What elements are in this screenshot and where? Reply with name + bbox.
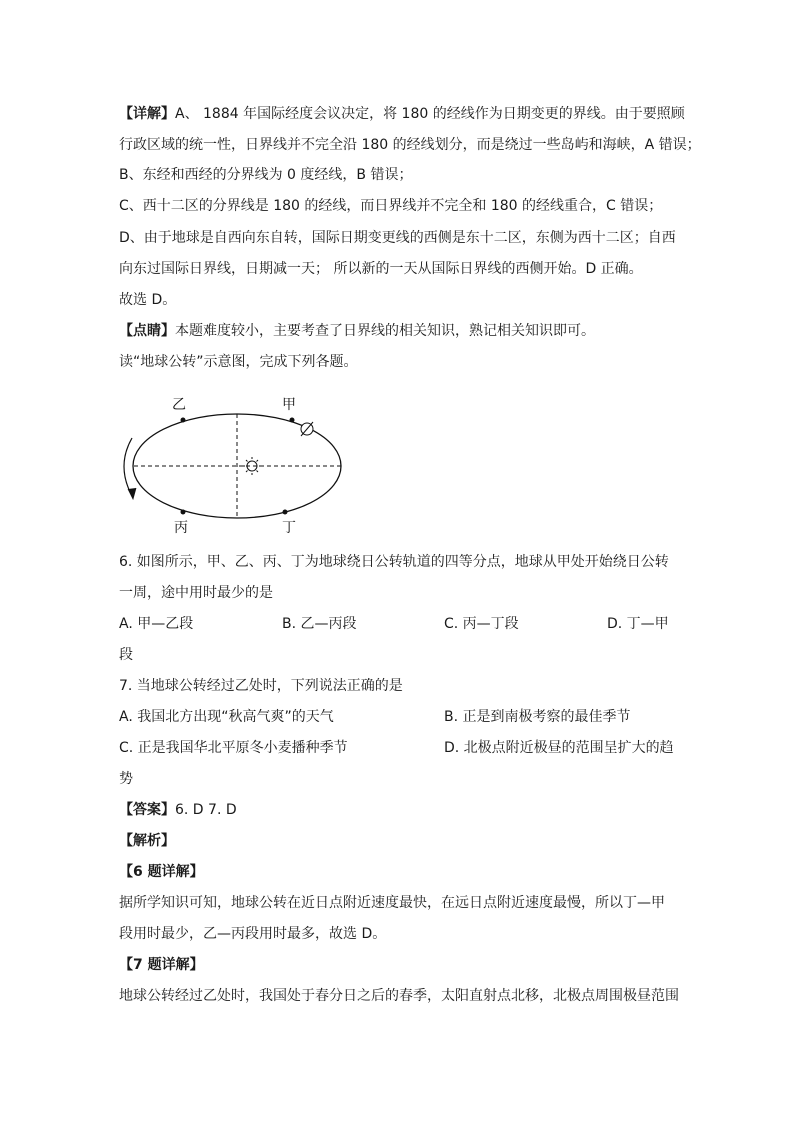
detail-tag: 【详解】: [119, 106, 175, 122]
label-ding: 丁: [282, 520, 296, 536]
point-bing-dot: [181, 510, 186, 515]
q6-detail-tag: 【6 题详解】: [119, 864, 204, 880]
q6-detail-line-1: 据所学知识可知，地球公转在近日点附近速度最快，在远日点附近速度最慢，所以丁—甲: [119, 895, 665, 911]
analysis-tag: 【解析】: [119, 833, 175, 849]
dianjing-line: [119, 321, 595, 341]
q6-option-d: D. 丁—甲: [607, 616, 669, 632]
point-yi-dot: [181, 418, 186, 423]
q7-detail-line-1: 地球公转经过乙处时，我国处于春分日之后的春季，太阳直射点北移，北极点周围极昼范围: [119, 988, 679, 1004]
detail-line-7: 故选 D。: [119, 292, 177, 308]
dianjing-text: 本题难度较小，主要考查了日界线的相关知识，熟记相关知识即可。: [175, 323, 595, 339]
arrow-head-icon: [128, 488, 136, 499]
detail-line-4: C、西十二区的分界线是 180 的经线，而日界线并不完全和 180 的经线重合，C 错误；: [119, 198, 663, 214]
point-ding-dot: [283, 510, 288, 515]
answer-line: [119, 800, 237, 820]
label-yi: 乙: [172, 397, 186, 413]
q7-detail-tag: 【7 题详解】: [119, 957, 204, 973]
q7-stem: 7. 当地球公转经过乙处时，下列说法正确的是: [119, 678, 403, 694]
q6-option-c: C. 丙—丁段: [444, 616, 519, 632]
q6-option-d-cont: 段: [119, 647, 133, 663]
q7-option-c: C. 正是我国华北平原冬小麦播种季节: [119, 740, 348, 756]
detail-line-1: [119, 104, 685, 124]
detail-text-1: A、 1884 年国际经度会议决定，将 180 的经线作为日期变更的界线。由于要照顾: [175, 106, 685, 122]
q7-option-b: B. 正是到南极考察的最佳季节: [444, 709, 631, 725]
q6-option-b: B. 乙—丙段: [282, 616, 357, 632]
q7-option-d: D. 北极点附近极昼的范围呈扩大的趋: [444, 740, 674, 756]
q7-option-a: A. 我国北方出现“秋高气爽”的天气: [119, 709, 334, 725]
q7-option-d-cont: 势: [119, 771, 133, 787]
q6-line-1: 6. 如图所示，甲、乙、丙、丁为地球绕日公转轨道的四等分点，地球从甲处开始绕日公转: [119, 554, 669, 570]
earth-revolution-diagram: [112, 388, 352, 538]
direction-arrow-icon: [124, 438, 132, 496]
sun-icon: [243, 457, 261, 475]
answer-tag: 【答案】: [119, 802, 175, 818]
dianjing-tag: 【点睛】: [119, 323, 175, 339]
detail-line-5: D、由于地球是自西向东自转，国际日期变更线的西侧是东十二区，东侧为西十二区；自西: [119, 230, 676, 246]
q6-detail-line-2: 段用时最少，乙—丙段用时最多，故选 D。: [119, 926, 387, 942]
q6-line-2: 一周，途中用时最少的是: [119, 585, 273, 601]
detail-line-3: B、东经和西经的分界线为 0 度经线，B 错误；: [119, 167, 413, 183]
detail-line-6: 向东过国际日界线，日期减一天； 所以新的一天从国际日界线的西侧开始。D 正确。: [119, 261, 643, 277]
intro-line: 读“地球公转”示意图，完成下列各题。: [119, 354, 358, 370]
detail-line-2: 行政区域的统一性，日界线并不完全沿 180 的经线划分，而是绕过一些岛屿和海峡，A 错误；: [119, 137, 701, 153]
earth-icon: [301, 422, 313, 436]
point-jia-dot: [290, 418, 295, 423]
q6-option-a: A. 甲—乙段: [119, 616, 194, 632]
answer-text: 6. D 7. D: [175, 802, 237, 818]
label-jia: 甲: [282, 397, 296, 413]
label-bing: 丙: [174, 520, 188, 536]
